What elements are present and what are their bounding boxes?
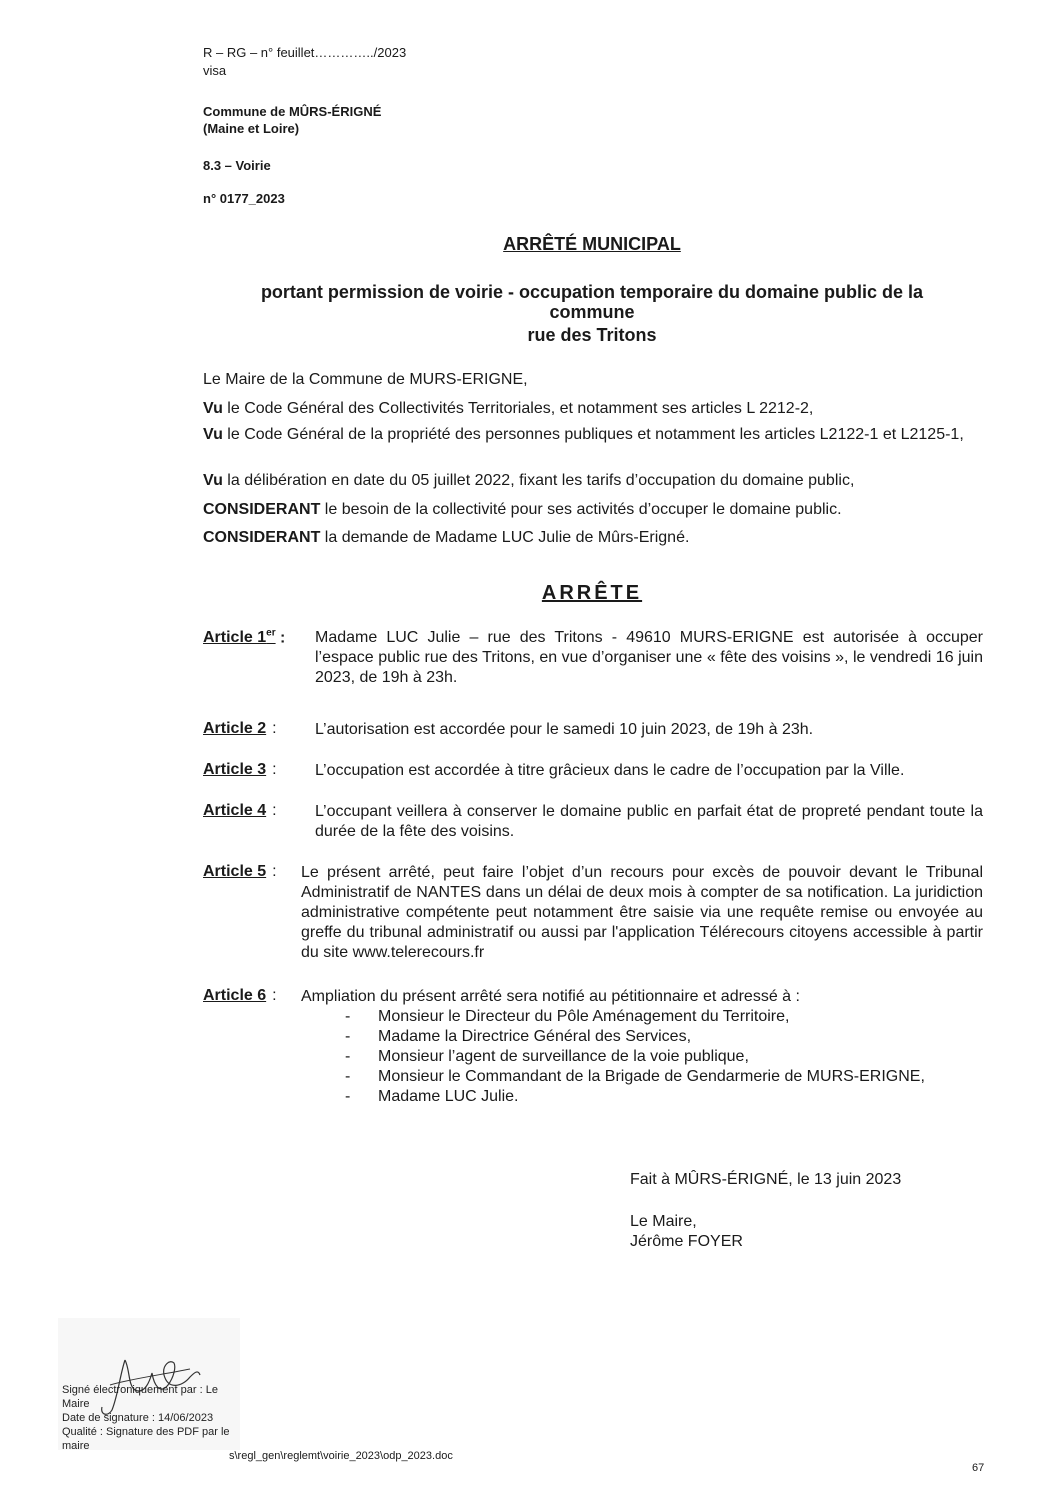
- article-4-text: L’occupant veillera à conserver le domaine public en parfait état de propreté pendant toute la durée de la fête des voisins.: [315, 803, 983, 840]
- considerant-keyword: CONSIDERANT: [203, 501, 321, 518]
- arrete-heading: ARRÊTE: [541, 582, 643, 604]
- list-item: - Madame la Directrice Général des Services,: [345, 1028, 692, 1045]
- visa-label: visa: [203, 63, 227, 78]
- article-4-label: Article 4 :: [203, 802, 277, 819]
- vu-text: le Code Général de la propriété des personnes publiques et notamment les articles L2122-1 et L2125-1,: [222, 426, 964, 443]
- document-title: ARRÊTÉ MUNICIPAL: [503, 234, 681, 254]
- preamble-considerant-1: [203, 500, 983, 520]
- vu-keyword: Vu: [203, 426, 223, 443]
- considerant-text: la demande de Madame LUC Julie de Mûrs-Erigné.: [320, 529, 690, 546]
- article-1-label: [203, 628, 285, 647]
- subtitle-line-1: portant permission de voirie - occupation temporaire du domaine public de la: [260, 282, 924, 302]
- article-6-text: Ampliation du présent arrêté sera notifié au pétitionnaire et adressé à :: [301, 988, 800, 1005]
- vu-text: la délibération en date du 05 juillet 2022, fixant les tarifs d’occupation du domaine public,: [222, 472, 855, 489]
- article-1-text: Madame LUC Julie – rue des Tritons - 49610 MURS-ERIGNE est autorisée à occuper l’espace public rue des Tritons, en vue d’organiser une « fête des voisins », le vendredi 16 juin 2023, de 19h à 23h.: [315, 629, 983, 686]
- place-and-date: Fait à MÛRS-ÉRIGNÉ, le 13 juin 2023: [630, 1171, 902, 1188]
- list-item: - Madame LUC Julie.: [345, 1088, 519, 1105]
- page-number: 67: [972, 1462, 985, 1474]
- vu-text: le Code Général des Collectivités Territoriales, et notamment ses articles L 2212-2,: [222, 400, 814, 417]
- article-2-label: Article 2 :: [203, 720, 277, 737]
- commune-name: Commune de MÛRS-ÉRIGNÉ: [203, 104, 382, 119]
- preamble-vu-1: [203, 399, 983, 419]
- preamble-vu-3: [203, 471, 983, 491]
- article-5-text: Le présent arrêté, peut faire l’objet d’un recours pour excès de pouvoir devant le Tribunal Administratif de NANTES dans un délai de deux mois à compter de sa notification. La juridiction administrative compétente peut notamment être saisie via une requête remise ou envoyée au greffe du tribunal administratif ou aussi par l'application Télérecours citoyens accessible à partir du site www.telerecours.fr: [301, 864, 983, 961]
- list-item: - Monsieur le Directeur du Pôle Aménagement du Territoire,: [345, 1008, 790, 1025]
- article-6-label: Article 6 :: [203, 987, 277, 1004]
- document-subtitle: [200, 282, 984, 345]
- article-5-label: Article 5 :: [203, 863, 277, 880]
- article-3-label: Article 3 :: [203, 761, 277, 778]
- department-name: (Maine et Loire): [203, 121, 300, 136]
- article-2-text: L’autorisation est accordée pour le samedi 10 juin 2023, de 19h à 23h.: [315, 721, 814, 738]
- preamble-vu-2: [203, 425, 983, 445]
- article-colon: :: [275, 629, 286, 647]
- list-item: - Monsieur l’agent de surveillance de la voie publique,: [345, 1048, 749, 1065]
- recipients-list: [345, 1007, 985, 1107]
- e-signature-info: Signé électroniquement par : Le Maire Date de signature : 14/06/2023 Qualité : Signature des PDF par le maire: [62, 1384, 230, 1452]
- article-label-text: Article 1er: [203, 628, 276, 647]
- preamble-considerant-2: [203, 528, 983, 548]
- subtitle-line-3: rue des Tritons: [527, 325, 657, 345]
- vu-keyword: Vu: [203, 472, 223, 489]
- subtitle-line-2: commune: [549, 302, 635, 322]
- considerant-text: le besoin de la collectivité pour ses activités d’occuper le domaine public.: [320, 501, 842, 518]
- preamble-intro: Le Maire de la Commune de MURS-ERIGNE,: [203, 371, 528, 388]
- file-path: s\regl_gen\reglemt\voirie_2023\odp_2023.doc: [229, 1450, 453, 1462]
- signatory-role: Le Maire,: [630, 1213, 697, 1230]
- reference-line: R – RG – n° feuillet…………../2023: [203, 45, 407, 60]
- considerant-keyword: CONSIDERANT: [203, 529, 321, 546]
- signatory-name: Jérôme FOYER: [630, 1233, 743, 1250]
- vu-keyword: Vu: [203, 400, 223, 417]
- article-3-text: L’occupation est accordée à titre grâcieux dans le cadre de l’occupation par la Ville.: [315, 762, 905, 779]
- category-label: 8.3 – Voirie: [203, 158, 271, 173]
- list-item: - Monsieur le Commandant de la Brigade de Gendarmerie de MURS-ERIGNE,: [345, 1068, 925, 1085]
- arrete-number: n° 0177_2023: [203, 191, 285, 206]
